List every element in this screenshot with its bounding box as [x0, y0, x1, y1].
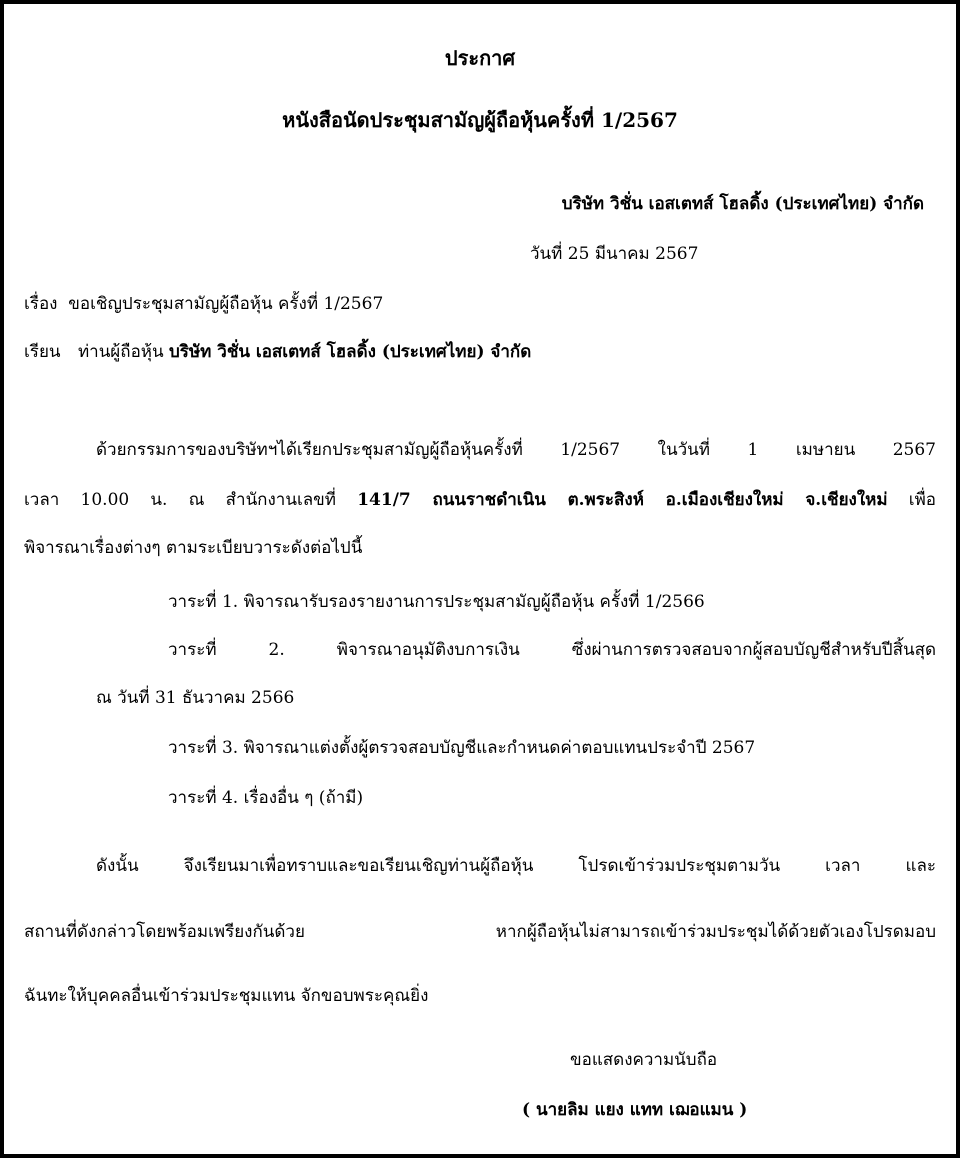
- addressee-line: [24, 340, 531, 364]
- paragraph-2-line-2: สถานที่ดังกล่าวโดยพร้อมเพรียงกันด้วย หากผู้ถือหุ้นไม่สามารถเข้าร่วมประชุมได้ด้วยตัวเองโปรดมอบ: [24, 922, 936, 942]
- announcement-title: ประกาศ: [444, 46, 516, 70]
- addressee-text: ท่านผู้ถือหุ้น: [77, 342, 164, 362]
- paragraph-1-line-2: [24, 488, 936, 512]
- paragraph-2-line-3: ฉันทะให้บุคคลอื่นเข้าร่วมประชุมแทน จักขอบพระคุณยิ่ง: [24, 986, 429, 1006]
- subject-label: เรื่อง: [24, 294, 58, 314]
- agenda-item-3: วาระที่ 3. พิจารณาแต่งตั้งผู้ตรวจสอบบัญชีและกำหนดค่าตอบแทนประจำปี 2567: [168, 738, 756, 758]
- paragraph-1-line-2-end: เพื่อ: [908, 490, 936, 510]
- subject-text: ขอเชิญประชุมสามัญผู้ถือหุ้น ครั้งที่ 1/2567: [68, 294, 384, 314]
- paragraph-1-line-1: ด้วยกรรมการของบริษัทฯได้เรียกประชุมสามัญผู้ถือหุ้นครั้งที่ 1/2567 ในวันที่ 1 เมษายน 2567: [96, 440, 936, 460]
- agenda-item-4: วาระที่ 4. เรื่องอื่น ๆ (ถ้ามี): [168, 788, 364, 808]
- notice-date: วันที่ 25 มีนาคม 2567: [530, 244, 699, 264]
- agenda-item-2-line-1: วาระที่ 2. พิจารณาอนุมัติงบการเงิน ซึ่งผ่านการตรวจสอบจากผู้สอบบัญชีสำหรับปีสิ้นสุด: [168, 640, 936, 660]
- company-name: บริษัท วิชั่น เอสเตทส์ โฮลดิ้ง (ประเทศไทย) จำกัด: [561, 194, 924, 214]
- addressee-company: บริษัท วิชั่น เอสเตทส์ โฮลดิ้ง (ประเทศไทย) จำกัด: [169, 342, 532, 362]
- subject-line: [24, 292, 383, 316]
- meeting-notice-subtitle: หนังสือนัดประชุมสามัญผู้ถือหุ้นครั้งที่ 1/2567: [282, 108, 678, 132]
- closing-phrase: ขอแสดงความนับถือ: [570, 1050, 718, 1070]
- paragraph-1-line-3: พิจารณาเรื่องต่างๆ ตามระเบียบวาระดังต่อไปนี้: [24, 538, 363, 558]
- signer-name: ( นายลิม แยง แทท เฌอแมน ): [522, 1100, 748, 1120]
- addressee-label: เรียน: [24, 342, 61, 362]
- agenda-item-2-line-2: ณ วันที่ 31 ธันวาคม 2566: [96, 688, 295, 708]
- paragraph-2-line-1: ดังนั้น จึงเรียนมาเพื่อทราบและขอเรียนเชิญท่านผู้ถือหุ้น โปรดเข้าร่วมประชุมตามวัน เวลา และ: [96, 856, 936, 876]
- agenda-item-1: วาระที่ 1. พิจารณารับรองรายงานการประชุมสามัญผู้ถือหุ้น ครั้งที่ 1/2566: [168, 592, 705, 612]
- meeting-address: 141/7 ถนนราชดำเนิน ต.พระสิงห์ อ.เมืองเชียงใหม่ จ.เชียงใหม่: [357, 490, 888, 510]
- meeting-time: เวลา 10.00 น. ณ สำนักงานเลขที่: [24, 490, 358, 510]
